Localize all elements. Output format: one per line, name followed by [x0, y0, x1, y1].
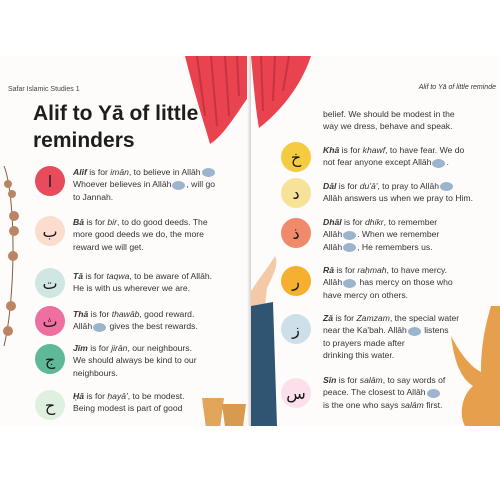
- right-page: [251, 56, 500, 426]
- title-line-2: reminders: [33, 129, 135, 152]
- intro-continuation: belief. We should be modest in the way we dress, behave and speak.: [323, 109, 455, 132]
- letter-badge-za: ز: [281, 314, 311, 344]
- book-spread: [0, 56, 500, 426]
- honorific-icon: [343, 243, 356, 252]
- letter-badge-dal: د: [281, 178, 311, 208]
- letter-badge-ba: ب: [35, 216, 65, 246]
- entry-text-kha: Khā is for khawf, to have fear. We do not fear anyone except Allāh .: [323, 145, 465, 168]
- letter-badge-jim: ج: [35, 344, 65, 374]
- left-page-header: Safar Islamic Studies 1: [8, 86, 80, 93]
- letter-badge-tha: ث: [35, 306, 65, 336]
- honorific-icon: [202, 168, 215, 177]
- entry-text-ta: Tā is for taqwa, to be aware of Allāh. He is with us wherever we are.: [73, 271, 213, 294]
- page-title: [33, 100, 198, 154]
- scarf-illustration-right: [251, 56, 311, 131]
- entry-text-alif: Alif is for imān, to believe in Allāh Whoever believes in Allāh , will go to Jannah.: [73, 167, 216, 202]
- letter-badge-kha: خ: [281, 142, 311, 172]
- honorific-icon: [172, 181, 185, 190]
- entry-text-dhal: Dhāl is for dhikr, to remember Allāh . When we remember Allāh , He remembers us.: [323, 217, 440, 252]
- letter-badge-ra: ر: [281, 266, 311, 296]
- prayer-beads-illustration: [0, 156, 22, 356]
- title-line-1: Alif to Yā of little: [33, 102, 199, 125]
- entry-text-ba: Bā is for bir, to do good deeds. The more good deeds we do, the more reward we will get.: [73, 217, 208, 252]
- honorific-icon: [427, 389, 440, 398]
- letter-badge-alif: ا: [35, 166, 65, 196]
- letter-badge-sin: س: [281, 378, 311, 408]
- honorific-icon: [440, 182, 453, 191]
- entry-text-sin: Sīn is for salām, to say words of peace. The closest to Allāh is the one who says salām first.: [323, 375, 446, 410]
- honorific-icon: [343, 231, 356, 240]
- hand-illustration: [251, 246, 281, 426]
- entry-text-ra: Rā is for raḥmah, to have mercy. Allāh has mercy on those who have mercy on others.: [323, 265, 453, 300]
- entry-text-za: Zā is for Zamzam, the special water near the Ka'bah. Allāh listens to prayers made after drinking this water.: [323, 313, 460, 360]
- entry-text-jim: Jīm is for jirān, our neighbours. We should always be kind to our neighbours.: [73, 343, 197, 378]
- entry-text-tha: Thā is for thawāb, good reward. Allāh gives the best rewards.: [73, 309, 198, 332]
- honorific-icon: [408, 327, 421, 336]
- honorific-icon: [93, 323, 106, 332]
- letter-badge-ha: ح: [35, 390, 65, 420]
- letter-badge-ta: ت: [35, 268, 65, 298]
- left-page: [0, 56, 249, 426]
- right-page-header: Alif to Yā of little reminde: [418, 84, 496, 91]
- entry-text-ha: Ḥā is for ḥayā', to be modest. Being modest is part of good: [73, 391, 185, 414]
- entry-text-dal: Dāl is for du'ā', to pray to Allāh Allāh answers us when we pray to Him.: [323, 181, 473, 204]
- honorific-icon: [343, 279, 356, 288]
- honorific-icon: [432, 159, 445, 168]
- letter-badge-dhal: ذ: [281, 218, 311, 248]
